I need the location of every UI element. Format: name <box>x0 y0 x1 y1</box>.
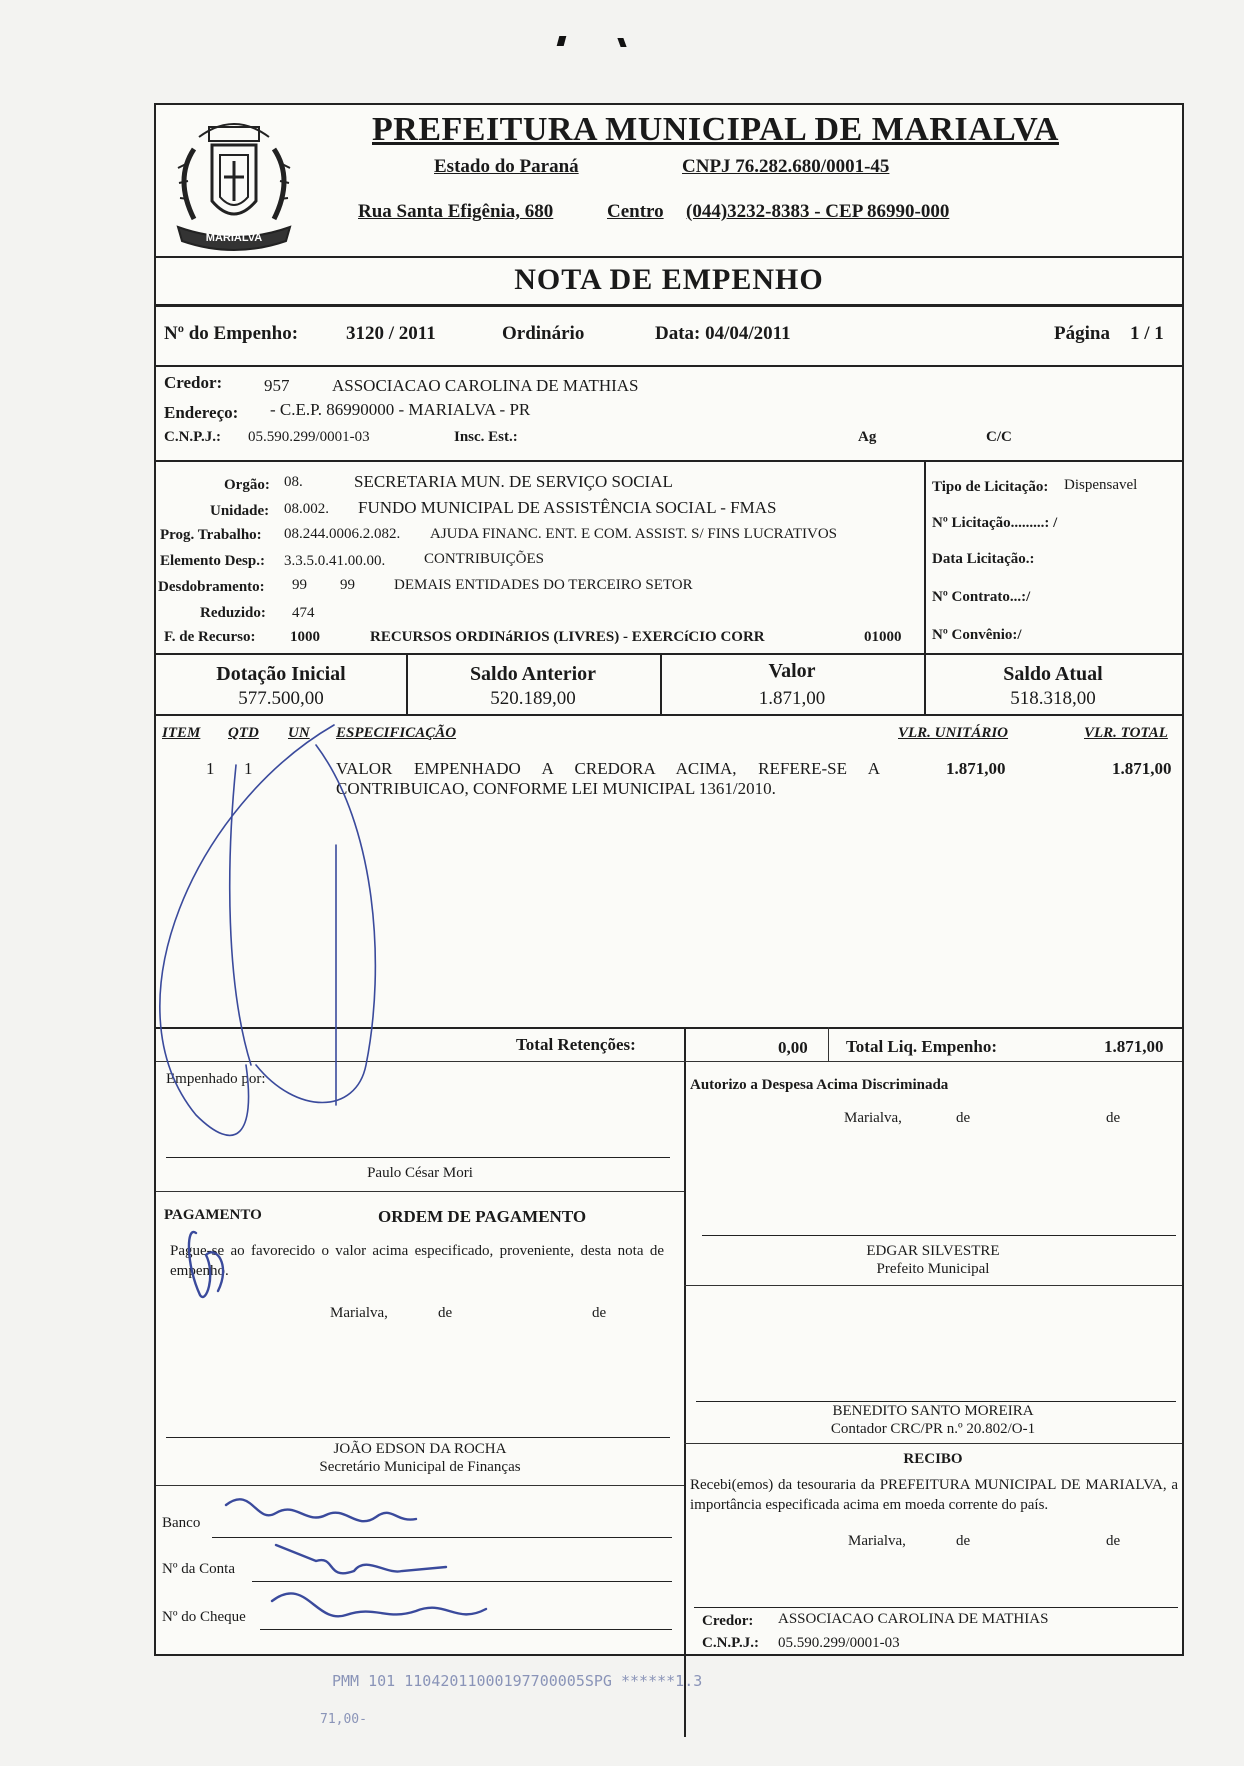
item-vlr-unitario: 1.871,00 <box>946 759 1006 778</box>
saldo-anterior-label: Saldo Anterior <box>469 663 597 685</box>
recibo-credor-name: ASSOCIACAO CAROLINA DE MATHIAS <box>778 1611 1049 1627</box>
empenho-label: Nº do Empenho: <box>164 323 299 344</box>
saldo-atual-value: 518.318,00 <box>1010 688 1096 709</box>
cheque-label: Nº do Cheque <box>162 1609 246 1625</box>
valor-value: 1.871,00 <box>758 688 826 709</box>
nota-de-empenho-form <box>154 103 1184 1656</box>
ordem-pagamento-label: ORDEM DE PAGAMENTO <box>378 1207 587 1226</box>
empenhado-name: Paulo César Mori <box>367 1165 473 1181</box>
col-item: ITEM <box>162 725 201 741</box>
recibo-de-2: de <box>1106 1533 1121 1549</box>
autorizo-city: Marialva, <box>844 1110 902 1126</box>
liquido-value: 1.871,00 <box>1104 1037 1164 1056</box>
credor-cnpj: 05.590.299/0001-03 <box>248 429 370 445</box>
unidade-code: 08.002. <box>284 501 329 517</box>
numero-licitacao-label: Nº Licitação.........: / <box>932 515 1058 531</box>
contrato-label: Nº Contrato...:/ <box>932 589 1031 605</box>
pagamento-de-1: de <box>438 1305 453 1321</box>
empenhado-label: Empenhado por: <box>166 1071 266 1087</box>
handwritten-annotations-icon <box>156 105 1186 1658</box>
pagamento-text: Pague-se ao favorecido o valor acima especificado, proveniente, desta nota de empenho. <box>170 1243 664 1279</box>
autorizo-de-1: de <box>956 1110 971 1126</box>
pagamento-de-2: de <box>592 1305 607 1321</box>
cnpj-label: C.N.P.J.: <box>164 429 221 445</box>
recurso-label: F. de Recurso: <box>164 629 256 645</box>
contador-name: BENEDITO SANTO MOREIRA <box>832 1403 1034 1419</box>
tipo-licitacao-value: Dispensavel <box>1064 477 1138 493</box>
empenho-type: Ordinário <box>502 323 585 344</box>
recurso-name: RECURSOS ORDINáRIOS (LIVRES) - EXERCíCIO CORR <box>370 629 765 645</box>
desdobramento-code-1: 99 <box>292 577 307 593</box>
state-name: Estado do Paraná <box>434 156 579 177</box>
col-un: UN <box>288 725 310 741</box>
recibo-cnpj-label: C.N.P.J.: <box>702 1635 759 1651</box>
document-title: NOTA DE EMPENHO <box>514 263 824 296</box>
prog-label: Prog. Trabalho: <box>160 527 262 543</box>
endereco-label: Endereço: <box>164 403 239 422</box>
svg-text:MARIALVA: MARIALVA <box>205 232 263 244</box>
retencoes-label: Total Retenções: <box>516 1035 636 1054</box>
desdobramento-code-2: 99 <box>340 577 355 593</box>
pagamento-label: PAGAMENTO <box>164 1207 262 1223</box>
banco-label: Banco <box>162 1515 201 1531</box>
cc-label: C/C <box>986 429 1012 445</box>
saldo-anterior-value: 520.189,00 <box>490 688 576 709</box>
item-especificacao: VALOR EMPENHADO A CREDORA ACIMA, REFERE-SE A CONTRIBUICAO, CONFORME LEI MUNICIPAL 1361/2010. <box>336 759 880 798</box>
credor-code: 957 <box>264 376 290 395</box>
col-especificacao: ESPECIFICAÇÃO <box>336 725 457 741</box>
item-number: 1 <box>206 759 215 778</box>
address: Rua Santa Efigênia, 680 <box>358 201 554 222</box>
phone-cep: (044)3232-8383 - CEP 86990-000 <box>686 201 950 222</box>
conta-label: Nº da Conta <box>162 1561 235 1577</box>
cnpj-header: CNPJ 76.282.680/0001-45 <box>682 156 890 177</box>
recurso-code: 1000 <box>290 629 320 645</box>
credor-label: Credor: <box>164 373 223 392</box>
elemento-code: 3.3.5.0.41.00.00. <box>284 553 386 569</box>
stamp-line-1: PMM 101 11042011000197700005SPG ******1.3 <box>332 1672 703 1690</box>
scan-mark <box>557 36 567 46</box>
saldo-atual-label: Saldo Atual <box>1003 663 1103 685</box>
reduzido-value: 474 <box>292 605 315 621</box>
dotacao-value: 577.500,00 <box>238 688 324 709</box>
stamp-line-2: 71,00- <box>320 1712 367 1727</box>
unidade-name: FUNDO MUNICIPAL DE ASSISTÊNCIA SOCIAL - FMAS <box>358 498 777 517</box>
prog-name: AJUDA FINANC. ENT. E COM. ASSIST. S/ FINS LUCRATIVOS <box>430 526 837 542</box>
orgao-name: SECRETARIA MUN. DE SERVIÇO SOCIAL <box>354 472 673 491</box>
secretario-name: JOÃO EDSON DA ROCHA <box>333 1441 507 1457</box>
autorizo-label: Autorizo a Despesa Acima Discriminada <box>690 1077 949 1093</box>
valor-label: Valor <box>768 660 816 682</box>
data-licitacao-label: Data Licitação.: <box>932 551 1035 567</box>
credor-name: ASSOCIACAO CAROLINA DE MATHIAS <box>332 376 639 395</box>
col-vlr-unitario: VLR. UNITÁRIO <box>898 725 1009 741</box>
item-qtd: 1 <box>244 759 253 778</box>
page-label: Página <box>1054 323 1110 344</box>
recibo-credor-label: Credor: <box>702 1613 754 1629</box>
autorizo-de-2: de <box>1106 1110 1121 1126</box>
page-title: PREFEITURA MUNICIPAL DE MARIALVA <box>372 111 1059 148</box>
insc-label: Insc. Est.: <box>454 429 518 445</box>
secretario-role: Secretário Municipal de Finanças <box>319 1459 521 1475</box>
credor-address: - C.E.P. 86990000 - MARIALVA - PR <box>270 400 531 419</box>
empenho-date: Data: 04/04/2011 <box>655 323 791 344</box>
desdobramento-label: Desdobramento: <box>158 579 265 595</box>
unidade-label: Unidade: <box>210 503 270 519</box>
prefeito-name: EDGAR SILVESTRE <box>866 1243 1000 1259</box>
recurso-extra: 01000 <box>864 629 902 645</box>
liquido-label: Total Liq. Empenho: <box>846 1037 997 1056</box>
prefeito-role: Prefeito Municipal <box>876 1261 990 1277</box>
recibo-label: RECIBO <box>903 1451 963 1467</box>
ag-label: Ag <box>858 429 877 445</box>
orgao-label: Orgão: <box>224 477 270 493</box>
contador-role: Contador CRC/PR n.º 20.802/O-1 <box>830 1421 1036 1437</box>
orgao-code: 08. <box>284 474 303 490</box>
elemento-label: Elemento Desp.: <box>160 553 265 569</box>
recibo-city: Marialva, <box>848 1533 906 1549</box>
reduzido-label: Reduzido: <box>200 605 266 621</box>
elemento-name: CONTRIBUIÇÕES <box>424 551 545 567</box>
recibo-cnpj-value: 05.590.299/0001-03 <box>778 1635 900 1651</box>
scan-mark <box>617 38 626 47</box>
convenio-label: Nº Convênio:/ <box>932 627 1022 643</box>
recibo-text: Recebi(emos) da tesouraria da PREFEITURA MUNICIPAL DE MARIALVA, a importância especificada acima em moeda corrente do país. <box>690 1477 1178 1513</box>
recibo-de-1: de <box>956 1533 971 1549</box>
desdobramento-name: DEMAIS ENTIDADES DO TERCEIRO SETOR <box>394 577 693 593</box>
retencoes-value: 0,00 <box>778 1038 808 1057</box>
tipo-licitacao-label: Tipo de Licitação: <box>932 479 1049 495</box>
pagamento-city: Marialva, <box>330 1305 388 1321</box>
empenho-number: 3120 / 2011 <box>346 323 436 344</box>
col-qtd: QTD <box>228 725 259 741</box>
item-vlr-total: 1.871,00 <box>1112 759 1172 778</box>
col-vlr-total: VLR. TOTAL <box>1084 725 1168 741</box>
page-value: 1 / 1 <box>1130 323 1164 344</box>
district: Centro <box>607 201 664 222</box>
prog-code: 08.244.0006.2.082. <box>284 526 401 542</box>
dotacao-label: Dotação Inicial <box>216 663 346 685</box>
